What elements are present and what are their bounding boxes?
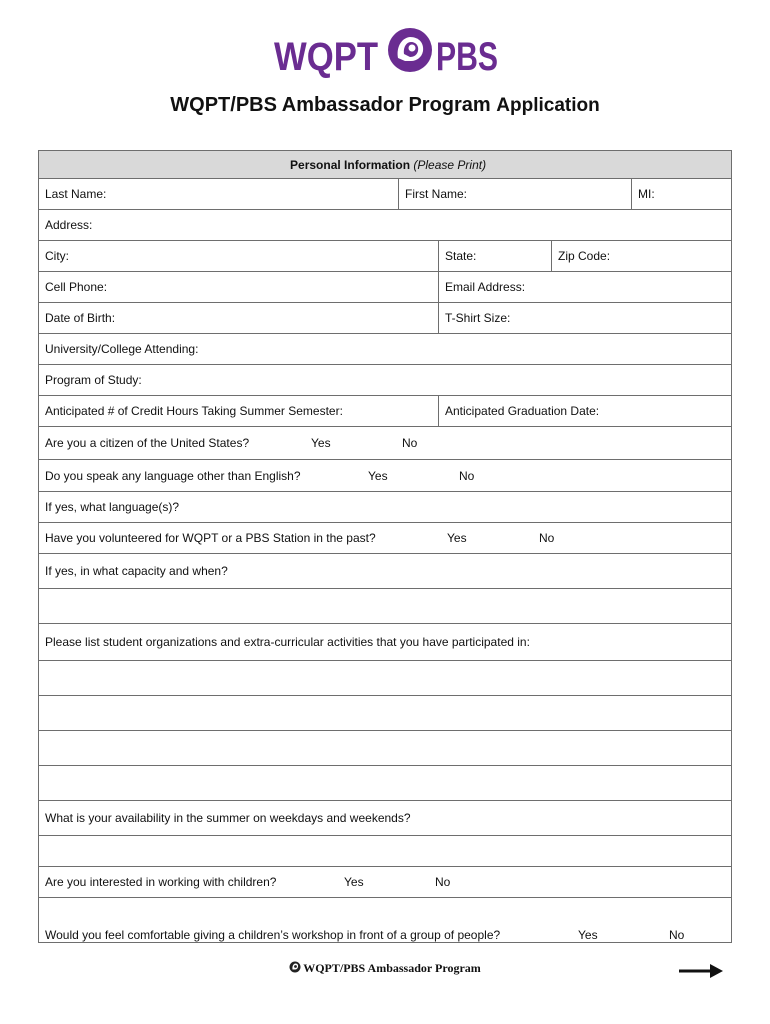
program-label: Program of Study: <box>45 373 142 387</box>
last-name-label: Last Name: <box>45 187 107 201</box>
section-header-note: (Please Print) <box>413 157 487 172</box>
email-label: Email Address: <box>445 280 526 294</box>
availability-label: What is your availability in the summer on weekdays and weekends? <box>45 811 411 825</box>
page-title <box>0 94 770 117</box>
section-header-title: Personal Information <box>290 157 411 172</box>
workshop-question-label: Would you feel comfortable giving a children’s workshop in front of a group of people? <box>45 928 501 942</box>
section-header <box>39 151 732 179</box>
volunteer-yes-option[interactable]: Yes <box>447 531 467 545</box>
dob-field[interactable] <box>39 303 439 334</box>
children-no-option[interactable]: No <box>435 875 451 889</box>
citizen-yes-option[interactable]: Yes <box>311 436 331 450</box>
workshop-no-option[interactable]: No <box>669 928 685 942</box>
state-field[interactable] <box>439 241 552 272</box>
tshirt-label: T-Shirt Size: <box>445 311 511 325</box>
workshop-yes-option[interactable]: Yes <box>578 928 598 942</box>
mi-label: MI: <box>638 187 655 201</box>
credit-hours-label: Anticipated # of Credit Hours Taking Summer Semester: <box>45 404 343 418</box>
last-name-field[interactable] <box>39 179 399 210</box>
children-yes-option[interactable]: Yes <box>344 875 364 889</box>
citizen-question-label: Are you a citizen of the United States? <box>45 436 250 450</box>
credit-hours-field[interactable] <box>39 396 439 427</box>
program-field[interactable] <box>39 365 732 396</box>
city-field[interactable] <box>39 241 439 272</box>
activities-line[interactable] <box>39 661 732 696</box>
zip-label: Zip Code: <box>558 249 611 263</box>
language-followup-label: If yes, what language(s)? <box>45 500 180 514</box>
address-field[interactable] <box>39 210 732 241</box>
tshirt-field[interactable] <box>439 303 732 334</box>
email-field[interactable] <box>439 272 732 303</box>
citizen-question <box>39 427 732 460</box>
children-question <box>39 867 732 898</box>
activities-line[interactable] <box>39 766 732 801</box>
language-followup-field[interactable] <box>39 492 732 523</box>
volunteer-followup-field[interactable] <box>39 554 732 589</box>
title-suffix: Application <box>496 95 600 116</box>
title-main: WQPT/PBS Ambassador Program <box>170 94 491 116</box>
first-name-label: First Name: <box>405 187 468 201</box>
workshop-question <box>39 898 732 943</box>
language-no-option[interactable]: No <box>459 468 475 483</box>
activities-field[interactable] <box>39 624 732 661</box>
volunteer-question-label: Have you volunteered for WQPT or a PBS Station in the past? <box>45 531 376 545</box>
university-label: University/College Attending: <box>45 342 199 356</box>
volunteer-followup-line[interactable] <box>39 589 732 624</box>
availability-field[interactable] <box>39 801 732 836</box>
footer <box>0 961 770 976</box>
language-question-label: Do you speak any language other than English? <box>45 468 301 483</box>
volunteer-question <box>39 523 732 554</box>
state-label: State: <box>445 249 477 263</box>
language-yes-option[interactable]: Yes <box>368 468 388 483</box>
activities-line[interactable] <box>39 696 732 731</box>
activities-line[interactable] <box>39 731 732 766</box>
application-form <box>38 150 732 943</box>
graduation-field[interactable] <box>439 396 732 427</box>
pbs-head-icon <box>388 28 432 72</box>
address-label: Address: <box>45 218 93 232</box>
university-field[interactable] <box>39 334 732 365</box>
footer-text: WQPT/PBS Ambassador Program <box>303 961 481 975</box>
pbs-head-icon <box>289 961 301 973</box>
availability-line[interactable] <box>39 836 732 867</box>
wqpt-pbs-logo <box>0 26 770 80</box>
language-question <box>39 460 732 492</box>
city-label: City: <box>45 249 69 263</box>
mi-field[interactable] <box>632 179 732 210</box>
children-question-label: Are you interested in working with children? <box>45 875 277 889</box>
volunteer-no-option[interactable]: No <box>539 531 555 545</box>
zip-field[interactable] <box>552 241 732 272</box>
first-name-field[interactable] <box>399 179 632 210</box>
cell-phone-label: Cell Phone: <box>45 280 108 294</box>
logo-wqpt-text: WQPT <box>274 35 378 79</box>
cell-phone-field[interactable] <box>39 272 439 303</box>
volunteer-followup-label: If yes, in what capacity and when? <box>45 564 228 578</box>
activities-label: Please list student organizations and extra-curricular activities that you have participated in: <box>45 635 530 649</box>
citizen-no-option[interactable]: No <box>402 436 418 450</box>
graduation-label: Anticipated Graduation Date: <box>445 404 600 418</box>
logo-pbs-text: PBS <box>436 35 498 79</box>
dob-label: Date of Birth: <box>45 311 116 325</box>
arrow-right-icon[interactable] <box>678 962 724 980</box>
